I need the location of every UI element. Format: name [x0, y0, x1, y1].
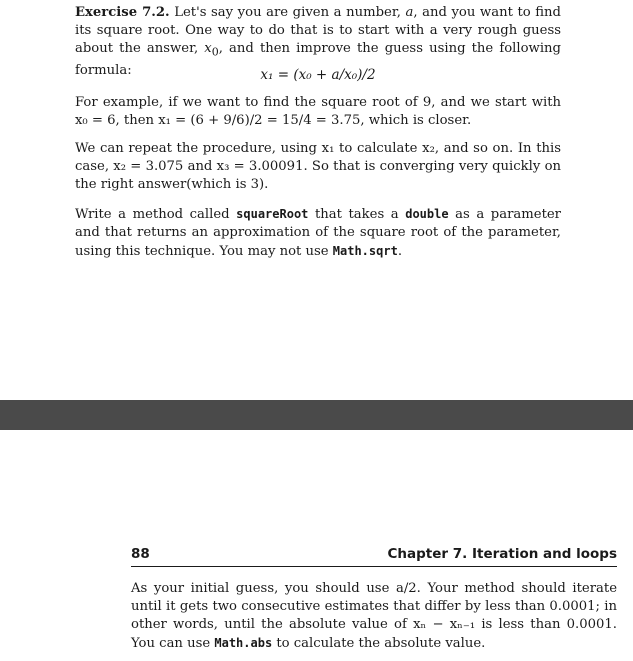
- task-text-a: Write a method called: [75, 207, 237, 222]
- page-number: 88: [131, 546, 150, 562]
- var-x0-sub: 0: [211, 45, 219, 59]
- intro-text-a: Let's say you are given a number,: [174, 5, 406, 20]
- task-text-d: .: [397, 244, 403, 259]
- paragraph-task: [75, 205, 561, 261]
- page-bottom: [0, 430, 633, 661]
- code-math-sqrt: Math.sqrt: [332, 244, 398, 258]
- code-squareroot: squareRoot: [236, 207, 309, 221]
- exercise-label: Exercise 7.2.: [75, 5, 170, 20]
- var-x0: x: [204, 41, 212, 56]
- intro-text-b: , and you want to find its square root. One way to do that is to start with a very rough guess about the answer,: [75, 5, 561, 56]
- guess-text-b: to calculate the absolute value.: [272, 636, 486, 651]
- guess-text-a: As your initial guess, you should use a/2. Your method should iterate until it gets two consecutive estimates that differ by less than 0.0001; in other words, until the absolute value of xₙ − xₙ₋₁ is less than 0.0001. You can use: [131, 581, 617, 651]
- paragraph-guess: [131, 580, 617, 653]
- code-math-abs: Math.abs: [214, 636, 273, 650]
- chapter-title: Chapter 7. Iteration and loops: [387, 546, 617, 562]
- paragraph-example: For example, if we want to find the square root of 9, and we start with x₀ = 6, then x₁ = (6 + 9/6)/2 = 15/4 = 3.75, which is closer.: [75, 95, 561, 128]
- formula: x₁ = (x₀ + a/x₀)/2: [260, 67, 376, 83]
- page-divider: [0, 400, 633, 430]
- intro-text-c: , and then improve the guess using the following formula:: [75, 41, 561, 78]
- var-a: a: [405, 5, 414, 20]
- header-rule: [131, 566, 617, 567]
- task-text-b: that takes a: [308, 207, 406, 222]
- task-text-c: as a parameter and that returns an approximation of the square root of the parameter, using this technique. You may not use: [75, 207, 561, 259]
- paragraph-repeat: We can repeat the procedure, using x₁ to calculate x₂, and so on. In this case, x₂ = 3.075 and x₃ = 3.00091. So that is converging very quickly on the right answer(which is 3).: [75, 141, 561, 192]
- code-double: double: [405, 207, 449, 221]
